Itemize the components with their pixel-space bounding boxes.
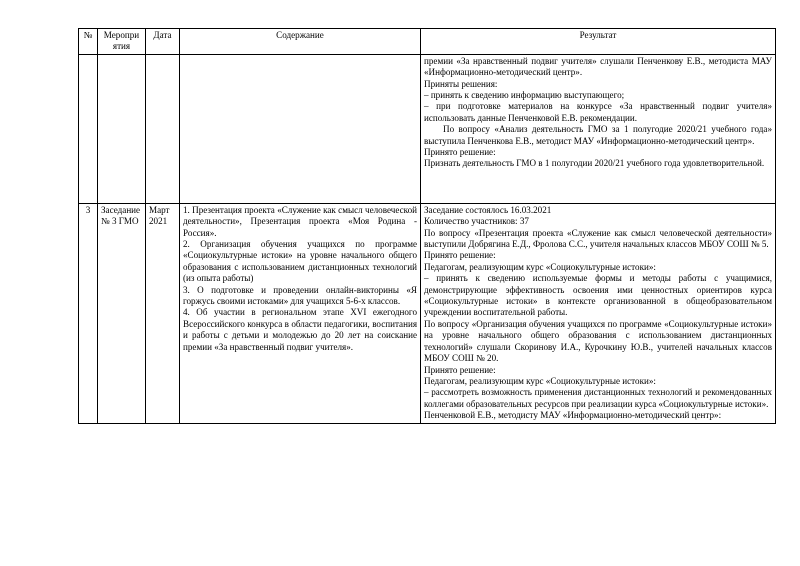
table-header-row — [79, 29, 776, 55]
cell-num — [79, 54, 98, 203]
table-body — [79, 54, 776, 423]
cell-result — [421, 54, 776, 203]
result-paragraph: премии «За нравственный подвиг учителя» слушали Пенченкову Е.В., методиста МАУ «Информационно-методический центр». — [424, 55, 772, 78]
cell-event — [98, 54, 146, 203]
column-header-content: Содержание — [180, 29, 421, 55]
result-paragraph: Педагогам, реализующим курс «Социокультурные истоки»: — [424, 261, 656, 272]
cell-content — [180, 54, 421, 203]
result-paragraph: – рассмотреть возможность применения дистанционных технологий и рекомендованных коллегами образовательных ресурсов при реализации курса «Социокультурные истоки». — [424, 387, 772, 409]
cell-result — [421, 203, 776, 423]
column-header-result: Результат — [421, 29, 776, 55]
result-paragraph: Заседание состоялось 16.03.2021 — [424, 204, 552, 215]
content-paragraph: 3. О подготовке и проведении онлайн-викторины «Я горжусь своими истоками» для учащихся 5-6-х классов. — [183, 284, 417, 307]
result-paragraph: По вопросу «Анализ деятельность ГМО за 1 полугодие 2020/21 учебного года» выступила Пенченкова Е.В., методист МАУ «Информационно-методический центр». — [424, 124, 772, 146]
cell-event: Заседание № 3 ГМО — [98, 203, 146, 423]
table-header — [79, 29, 776, 55]
column-header-date: Дата — [146, 29, 180, 55]
cell-date — [146, 54, 180, 203]
table-row — [79, 203, 776, 423]
result-paragraph: Количество участников: 37 — [424, 216, 529, 227]
column-header-event — [98, 29, 146, 55]
result-paragraph: Принято решение: — [424, 364, 496, 375]
result-paragraph: Приняты решения: — [424, 78, 498, 89]
cell-date: Март 2021 — [146, 203, 180, 423]
result-paragraph: Принято решение: — [424, 147, 496, 158]
result-paragraph: Пенченковой Е.В., методисту МАУ «Информационно-методический центр»: — [424, 410, 722, 421]
column-header-num: № — [79, 29, 98, 55]
result-paragraph: По вопросу «Организация обучения учащихся по программе «Социокультурные истоки» на уровне начального общего образования с использованием дистанционных технологий» слушали Скоринову И.А., Курочкину Ю.В., учителей начальных классов МБОУ СОШ № 20. — [424, 318, 772, 364]
result-paragraph: Педагогам, реализующим курс «Социокультурные истоки»: — [424, 375, 656, 386]
result-paragraph: По вопросу «Презентация проекта «Служение как смысл человеческой деятельности» выступили Добрягина Е.Д., Фролова С.С., учителя начальных классов МБОУ СОШ № 5. — [424, 227, 772, 250]
cell-content — [180, 203, 421, 423]
result-paragraph: – принять к сведению информацию выступающего; — [424, 90, 625, 101]
table-row — [79, 54, 776, 203]
result-paragraph: – при подготовке материалов на конкурсе «За нравственный подвиг учителя» использовать данные Пенченковой Е.В. рекомендации. — [424, 101, 772, 123]
column-header-event-line2: ятия — [112, 41, 131, 52]
content-paragraph: 1. Презентация проекта «Служение как смысл человеческой деятельности», Презентация проекта «Моя Родина - Россия». — [183, 204, 417, 238]
cell-num: 3 — [79, 203, 98, 423]
result-paragraph: Принято решение: — [424, 250, 496, 261]
content-paragraph: 4. Об участии в региональном этапе XVI ежегодного Всероссийского конкурса в области педагогики, воспитания и работы с детьми и молодежью до 20 лет на соискание премии «За нравственный подвиг учителя». — [183, 307, 417, 352]
result-paragraph: Признать деятельность ГМО в 1 полугодии 2020/21 учебного года удовлетворительной. — [424, 158, 765, 169]
column-header-event-line1: Меропри — [103, 30, 140, 40]
result-paragraph: – принять к сведению используемые формы и методы работы с учащимися, демонстрирующие эффективность освоения ими ценностных ориентиров курса «Социокультурные истоки» в контексте организованной в общеобразовательном учреждении воспитательной работы. — [424, 273, 772, 318]
content-paragraph: 2. Организация обучения учащихся по программе «Социокультурные истоки» на уровне начального общего образования с использованием дистанционных технологий (из опыта работы) — [183, 239, 417, 284]
protocol-table — [78, 28, 776, 424]
